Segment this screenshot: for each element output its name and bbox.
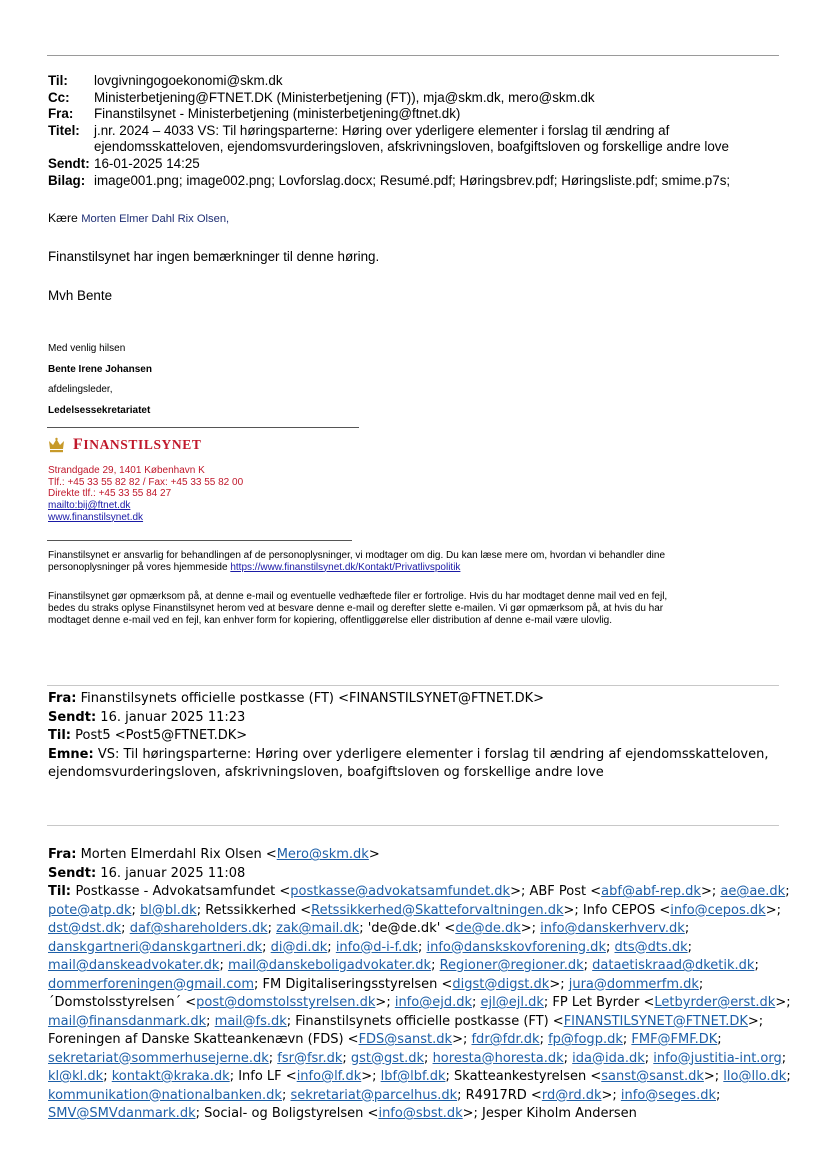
- recipient-text: ;: [219, 958, 228, 973]
- recipient-text: Foreningen af Danske Skatteankenævn (FDS) <: [48, 1032, 359, 1047]
- recipient-text: ; FM Digitaliseringsstyrelsen <: [254, 976, 453, 992]
- recipient-email-link[interactable]: SMV@SMVdanmark.dk: [48, 1106, 196, 1121]
- recipient-email-link[interactable]: gst@gst.dk: [350, 1050, 425, 1066]
- attachments-label: Bilag:: [48, 172, 86, 188]
- greeting: [48, 211, 229, 225]
- disclaimer-divider: [47, 540, 352, 541]
- recipient-text: ;: [698, 976, 704, 992]
- fwd1-subject-line2: ejendomsvurderingsloven, afskrivningsloven, boafgiftsloven og forskellige andre love: [48, 765, 604, 780]
- sig-phone: Tlf.: +45 33 55 82 82 / Fax: +45 33 55 82 00: [48, 476, 244, 488]
- to-label: Til:: [48, 73, 68, 88]
- recipient-email-link[interactable]: ida@ida.dk: [572, 1050, 645, 1066]
- recipient-email-link[interactable]: kommunikation@nationalbanken.dk: [48, 1087, 282, 1103]
- header-cc-row: [48, 90, 788, 107]
- recipient-email-link[interactable]: info@d-i-f.dk: [335, 939, 418, 955]
- recipient-text: ;: [121, 921, 130, 936]
- fwd2-from-name: Morten Elmerdahl Rix Olsen <: [80, 847, 277, 862]
- recipient-text: ;: [605, 939, 615, 955]
- sig-role: afdelingsleder,: [48, 384, 113, 395]
- recipient-email-link[interactable]: FDS@sanst.dk: [358, 1032, 453, 1047]
- recipient-email-link[interactable]: fdr@fdr.dk: [471, 1032, 540, 1047]
- fwd1-sent-value: 16. januar 2025 11:23: [100, 709, 246, 725]
- from-label: Fra:: [48, 106, 74, 122]
- recipient-email-link[interactable]: mail@finansdanmark.dk: [48, 1013, 207, 1029]
- recipient-text: ;: [622, 1032, 632, 1047]
- recipient-email-link[interactable]: ejl@ejl.dk: [480, 995, 544, 1010]
- recipient-email-link[interactable]: rd@rd.dk: [541, 1087, 602, 1103]
- recipient-email-link[interactable]: jura@dommerfm.dk: [568, 976, 699, 992]
- recipient-email-link[interactable]: fsr@fsr.dk: [277, 1050, 343, 1066]
- recipient-text: ;: [471, 995, 481, 1010]
- recipient-text: ;: [417, 939, 427, 955]
- sent-value: 16-01-2025 14:25: [94, 155, 200, 171]
- recipient-email-link[interactable]: mail@danskeadvokater.dk: [48, 958, 220, 973]
- recipient-email-link[interactable]: Regioner@regioner.dk: [439, 958, 584, 973]
- fwd1-to-value: Post5 <Post5@FTNET.DK>: [75, 728, 248, 743]
- body-signoff: Mvh Bente: [48, 288, 113, 303]
- recipient-email-link[interactable]: lbf@lbf.dk: [380, 1069, 446, 1084]
- fwd2-sent-label: Sendt:: [48, 865, 97, 881]
- recipient-line: [48, 1013, 788, 1032]
- recipient-text: ;: [684, 921, 690, 936]
- recipient-text: >;: [775, 995, 791, 1010]
- confidentiality-line2: bedes du straks oplyse Finanstilsynet herom ved at besvare denne e-mail og derefter slette e-mailen. Vi gør opmærksom på, at hvis du har: [48, 602, 664, 614]
- sig-web-link[interactable]: www.finanstilsynet.dk: [48, 511, 144, 523]
- recipient-email-link[interactable]: info@justitia-int.org: [653, 1050, 782, 1066]
- recipient-line: [48, 883, 788, 902]
- fwd2-recipient-list: [48, 883, 791, 1124]
- recipient-email-link[interactable]: info@danskerhverv.dk: [540, 921, 685, 936]
- recipient-text: >; Info CEPOS <: [563, 902, 671, 918]
- recipient-line: [48, 902, 788, 921]
- fwd2-from-end: >: [368, 847, 380, 862]
- forwarded-header-2: [48, 846, 791, 1124]
- recipient-text: Postkasse - Advokatsamfundet <: [75, 884, 291, 899]
- recipient-email-link[interactable]: info@sbst.dk: [378, 1106, 463, 1121]
- recipient-text: >;: [700, 884, 721, 899]
- recipient-text: ; Finanstilsynets officielle postkasse (FT) <: [286, 1013, 564, 1029]
- recipient-text: ;: [131, 902, 141, 918]
- logo-text-initial: F: [73, 436, 84, 453]
- recipient-email-link[interactable]: info@danskskovforening.dk: [426, 939, 606, 955]
- recipient-text: ; Retssikkerhed <: [196, 902, 312, 918]
- privacy-line1: Finanstilsynet er ansvarlig for behandlingen af de personoplysninger, vi modtager om dig. Du kan læse mere om, hvordan vi behandler dine: [48, 550, 666, 561]
- recipient-text: ;: [103, 1069, 112, 1084]
- recipient-text: ; 'de@de.dk' <: [359, 921, 456, 936]
- recipient-text: ;: [281, 1087, 291, 1103]
- recipient-text: ;: [424, 1050, 433, 1066]
- recipient-text: >;: [549, 976, 569, 992]
- recipient-text: ;: [267, 921, 277, 936]
- header-to-row: [48, 73, 788, 90]
- title-value-line1: j.nr. 2024 – 4033 VS: Til høringsparterne: Høring over yderligere elementer i forslag til ændring af: [94, 122, 670, 138]
- recipient-text: ; R4917RD <: [457, 1087, 542, 1103]
- email-header: [48, 73, 788, 189]
- sig-name: Bente Irene Johansen: [48, 364, 152, 375]
- recipient-text: >;: [361, 1069, 381, 1084]
- recipient-text: ;: [342, 1050, 351, 1066]
- recipient-text: ;: [431, 958, 440, 973]
- recipient-email-link[interactable]: di@di.dk: [270, 939, 328, 955]
- recipient-line: [48, 1087, 788, 1106]
- recipient-text: >; ABF Post <: [510, 884, 602, 899]
- recipient-email-link[interactable]: kl@kl.dk: [48, 1069, 104, 1084]
- recipient-text: ; FP Let Byrder <: [543, 995, 655, 1010]
- recipient-email-link[interactable]: FINANSTILSYNET@FTNET.DK: [563, 1013, 748, 1029]
- cc-label: Cc:: [48, 89, 70, 105]
- title-label: Titel:: [48, 122, 80, 138]
- fwd2-sent-value: 16. januar 2025 11:08: [100, 865, 246, 881]
- recipient-email-link[interactable]: horesta@horesta.dk: [432, 1050, 564, 1066]
- recipient-text: ;: [785, 884, 790, 899]
- header-title-row: [48, 123, 788, 156]
- fwd1-subject-label: Emne:: [48, 746, 94, 762]
- from-value: Finanstilsynet - Ministerbetjening (ministerbetjening@ftnet.dk): [94, 106, 461, 122]
- recipient-email-link[interactable]: sekretariat@sommerhusejerne.dk: [48, 1050, 269, 1066]
- recipient-text: ;: [262, 939, 271, 955]
- recipient-email-link[interactable]: info@lf.dk: [296, 1069, 362, 1084]
- sig-closing: Med venlig hilsen: [48, 343, 126, 354]
- recipient-email-link[interactable]: sekretariat@parcelhus.dk: [290, 1087, 458, 1103]
- recipient-email-link[interactable]: ae@ae.dk: [720, 884, 786, 899]
- recipient-email-link[interactable]: fp@fogp.dk: [548, 1032, 623, 1047]
- title-value-line2: ejendomsskatteloven, ejendomsvurderingsloven, afskrivningsloven, boafgiftsloven og forskellige andre love: [94, 139, 729, 155]
- fwd1-from-value: Finanstilsynets officielle postkasse (FT) <FINANSTILSYNET@FTNET.DK>: [80, 691, 545, 706]
- recipient-email-link[interactable]: dataetiskraad@dketik.dk: [592, 958, 755, 973]
- sig-department: Ledelsessekretariatet: [48, 405, 151, 416]
- recipient-email-link[interactable]: info@ejd.dk: [394, 995, 472, 1010]
- fwd1-subject-line1: VS: Til høringsparterne: Høring over yderligere elementer i forslag til ændring af ejendomsskatteloven,: [97, 746, 769, 762]
- recipient-email-link[interactable]: daf@shareholders.dk: [129, 921, 268, 936]
- recipient-email-link[interactable]: dts@dts.dk: [614, 939, 688, 955]
- privacy-line2: personoplysninger på vores hjemmeside: [48, 561, 228, 573]
- recipient-email-link[interactable]: sanst@sanst.dk: [601, 1069, 704, 1084]
- recipient-text: ;: [687, 939, 693, 955]
- privacy-notice: [48, 550, 788, 574]
- greeting-word: Kære: [48, 211, 78, 225]
- sent-label: Sendt:: [48, 155, 90, 171]
- header-attachments-row: [48, 173, 788, 190]
- recipient-text: >;: [520, 921, 541, 936]
- recipient-text: ; Social- og Boligstyrelsen <: [195, 1106, 379, 1121]
- recipient-email-link[interactable]: dst@dst.dk: [48, 921, 122, 936]
- recipient-line: [48, 920, 788, 939]
- sig-address: Strandgade 29, 1401 København K: [48, 465, 205, 476]
- sig-contact: [48, 465, 243, 524]
- recipient-line: [48, 1068, 791, 1087]
- crown-icon: [48, 437, 65, 454]
- recipient-text: >;: [375, 995, 395, 1010]
- header-sent-row: [48, 156, 788, 173]
- sig-direct-phone: Direkte tlf.: +45 33 55 84 27: [48, 488, 172, 500]
- recipient-line: [48, 957, 788, 976]
- forwarded-header-1: [48, 690, 788, 783]
- sig-mailto-link[interactable]: mailto:bij@ftnet.dk: [48, 500, 131, 512]
- confidentiality-line1: Finanstilsynet gør opmærksom på, at denne e-mail og eventuelle vedhæftede filer er fortrolige. Hvis du har modtaget denne mail ved en fejl,: [48, 591, 668, 602]
- recipient-email-link[interactable]: zak@mail.dk: [276, 921, 360, 936]
- recipient-line: [48, 994, 791, 1013]
- confidentiality-notice: [48, 591, 788, 626]
- recipient-email-link[interactable]: dommerforeningen@gmail.com: [48, 976, 255, 992]
- recipient-text: ;: [268, 1050, 278, 1066]
- recipient-email-link[interactable]: info@cepos.dk: [670, 902, 766, 918]
- attachments-value: image001.png; image002.png; Lovforslag.docx; Resumé.pdf; Høringsbrev.pdf; Høringsliste.pdf; smime.p7s;: [94, 172, 731, 188]
- recipient-text: ´Domstolsstyrelsen´ <: [48, 995, 197, 1010]
- recipient-text: >;: [703, 1069, 724, 1084]
- recipient-text: ;: [715, 1087, 721, 1103]
- confidentiality-line3: modtaget denne e-mail ved en fejl, kan enhver form for kopiering, offentliggørelse eller distribution af denne e-mail være ulovlig.: [48, 614, 613, 626]
- recipient-text: ;: [206, 1013, 215, 1029]
- recipient-text: >;: [601, 1087, 621, 1103]
- recipient-text: >;: [452, 1032, 472, 1047]
- fwd1-sent-label: Sendt:: [48, 709, 97, 725]
- recipient-email-link[interactable]: bl@bl.dk: [140, 902, 197, 918]
- recipient-email-link[interactable]: kontakt@kraka.dk: [111, 1069, 230, 1084]
- recipient-text: ;: [583, 958, 593, 973]
- recipient-email-link[interactable]: pote@atp.dk: [48, 902, 132, 918]
- recipient-email-link[interactable]: danskgartneri@danskgartneri.dk: [48, 939, 263, 955]
- fwd1-from-label: Fra:: [48, 691, 77, 706]
- top-divider: [47, 55, 779, 56]
- recipient-text: ;: [754, 958, 759, 973]
- recipient-email-link[interactable]: llo@llo.dk: [723, 1069, 787, 1084]
- recipient-text: ;: [539, 1032, 549, 1047]
- recipient-text: >;: [765, 902, 781, 918]
- recipient-line: [48, 1031, 788, 1050]
- recipient-text: ;: [717, 1032, 722, 1047]
- recipient-email-link[interactable]: info@seges.dk: [620, 1087, 716, 1103]
- recipient-text: ;: [786, 1069, 791, 1084]
- recipient-line: [48, 939, 788, 958]
- greeting-name: Morten Elmer Dahl Rix Olsen,: [81, 213, 230, 225]
- logo-text: INANSTILSYNET: [83, 437, 202, 452]
- recipient-text: >;: [747, 1013, 764, 1029]
- recipient-email-link[interactable]: postkasse@advokatsamfundet.dk: [290, 884, 511, 899]
- forward1-divider: [47, 685, 779, 686]
- body-text: Finanstilsynet har ingen bemærkninger til denne høring.: [48, 249, 380, 264]
- recipient-text: ;: [781, 1050, 787, 1066]
- signature-divider: [47, 427, 359, 428]
- recipient-email-link[interactable]: post@domstolsstyrelsen.dk: [196, 995, 376, 1010]
- recipient-text: ; Skatteankestyrelsen <: [445, 1069, 602, 1084]
- header-from-row: [48, 106, 788, 123]
- fwd1-to-label: Til:: [48, 728, 71, 743]
- recipient-email-link[interactable]: Retssikkerhed@Skatteforvaltningen.dk: [311, 902, 564, 918]
- recipient-text: ;: [563, 1050, 573, 1066]
- forward2-divider: [47, 825, 779, 826]
- recipient-email-link[interactable]: de@de.dk: [455, 921, 521, 936]
- cc-value: Ministerbetjening@FTNET.DK (Ministerbetjening (FT)), mja@skm.dk, mero@skm.dk: [94, 89, 595, 105]
- recipient-line: [48, 1050, 788, 1069]
- fwd2-from-label: Fra:: [48, 847, 77, 862]
- recipient-text: ;: [327, 939, 336, 955]
- fwd2-to-label: Til:: [48, 884, 76, 899]
- recipient-email-link[interactable]: digst@digst.dk: [452, 976, 550, 992]
- recipient-text: ;: [644, 1050, 654, 1066]
- recipient-email-link[interactable]: abf@abf-rep.dk: [601, 884, 701, 899]
- finanstilsynet-logo: [48, 436, 201, 454]
- recipient-line: [48, 976, 788, 995]
- to-value: lovgivningogoekonomi@skm.dk: [94, 73, 283, 88]
- recipient-email-link[interactable]: mail@fs.dk: [214, 1013, 287, 1029]
- fwd2-from-link[interactable]: Mero@skm.dk: [276, 847, 369, 862]
- recipient-email-link[interactable]: Letbyrder@erst.dk: [654, 995, 776, 1010]
- recipient-text: ; Info LF <: [229, 1069, 297, 1084]
- recipient-text: >; Jesper Kiholm Andersen: [462, 1106, 637, 1121]
- recipient-email-link[interactable]: mail@danskeboligadvokater.dk: [227, 958, 432, 973]
- privacy-policy-link[interactable]: https://www.finanstilsynet.dk/Kontakt/Privatlivspolitik: [230, 561, 461, 573]
- recipient-line: [48, 1105, 788, 1124]
- recipient-email-link[interactable]: FMF@FMF.DK: [631, 1032, 718, 1047]
